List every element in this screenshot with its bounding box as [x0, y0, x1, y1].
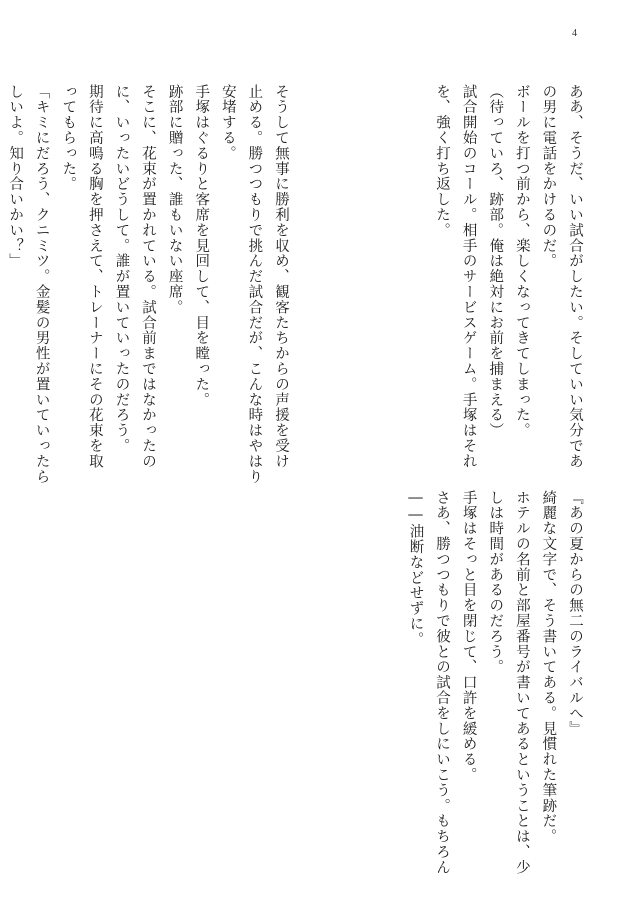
text-line: ああ、そうだ、いい試合がしたい。そしていい気分であ — [567, 84, 583, 469]
page-number: 4 — [572, 28, 577, 39]
text-line: を、強く打ち返した。 — [434, 84, 451, 238]
text-line: ホテルの名前と部屋番号が書いてあるということは、少 — [513, 490, 530, 875]
text-line: 綺麗な文字で、そう書いてある。見慣れた筆跡だ。 — [540, 490, 557, 845]
text-line: しいよ。知り合いかい？」 — [7, 84, 24, 269]
text-block-top-right — [428, 84, 588, 469]
text-line: しは時間があるのだろう。 — [487, 490, 504, 675]
text-line: の男に電話をかけるのだ。 — [540, 84, 557, 269]
text-line: 手塚はぐるりと客席を見回して、目を瞠った。 — [193, 84, 210, 408]
text-line: に、いったいどうして。誰が置いていったのだろう。 — [113, 84, 130, 454]
text-line: さあ、勝つつもりで彼との試合をしにいこう。もちろん — [434, 490, 451, 875]
text-line: 止める。勝つつもりで挑んだ試合だが、こんな時はやはり — [246, 84, 263, 485]
text-line: ――油断などせずに。 — [407, 490, 424, 647]
text-line: 期待に高鳴る胸を押さえて、トレーナーにその花束を取 — [86, 84, 103, 469]
text-line: （待っていろ、跡部。俺は絶対にお前を捕まえる） — [487, 84, 504, 439]
text-line: 「キミにだろう、クニミツ。金髪の男性が置いていったら — [33, 84, 50, 485]
text-line: そうして無事に勝利を収め、観客たちからの声援を受け — [273, 84, 289, 469]
text-line: 試合開始のコール。相手のサービスゲーム。手塚はそれ — [460, 84, 477, 469]
text-line: ボールを打つ前から、楽しくなってきてしまった。 — [513, 84, 530, 439]
text-line: 『あの夏からの無二のライバルへ』 — [567, 490, 583, 737]
text-line: 跡部に贈った、誰もいない座席。 — [166, 84, 183, 315]
text-block-top-left — [0, 84, 294, 485]
text-line: ってもらった。 — [60, 84, 77, 192]
text-line: 手塚はそっと目を閉じて、口許を緩める。 — [460, 490, 477, 783]
text-line: 安堵する。 — [219, 84, 236, 161]
text-block-bottom-right — [402, 490, 588, 875]
text-line: そこに、花束が置かれている。試合前まではなかったの — [140, 84, 157, 469]
